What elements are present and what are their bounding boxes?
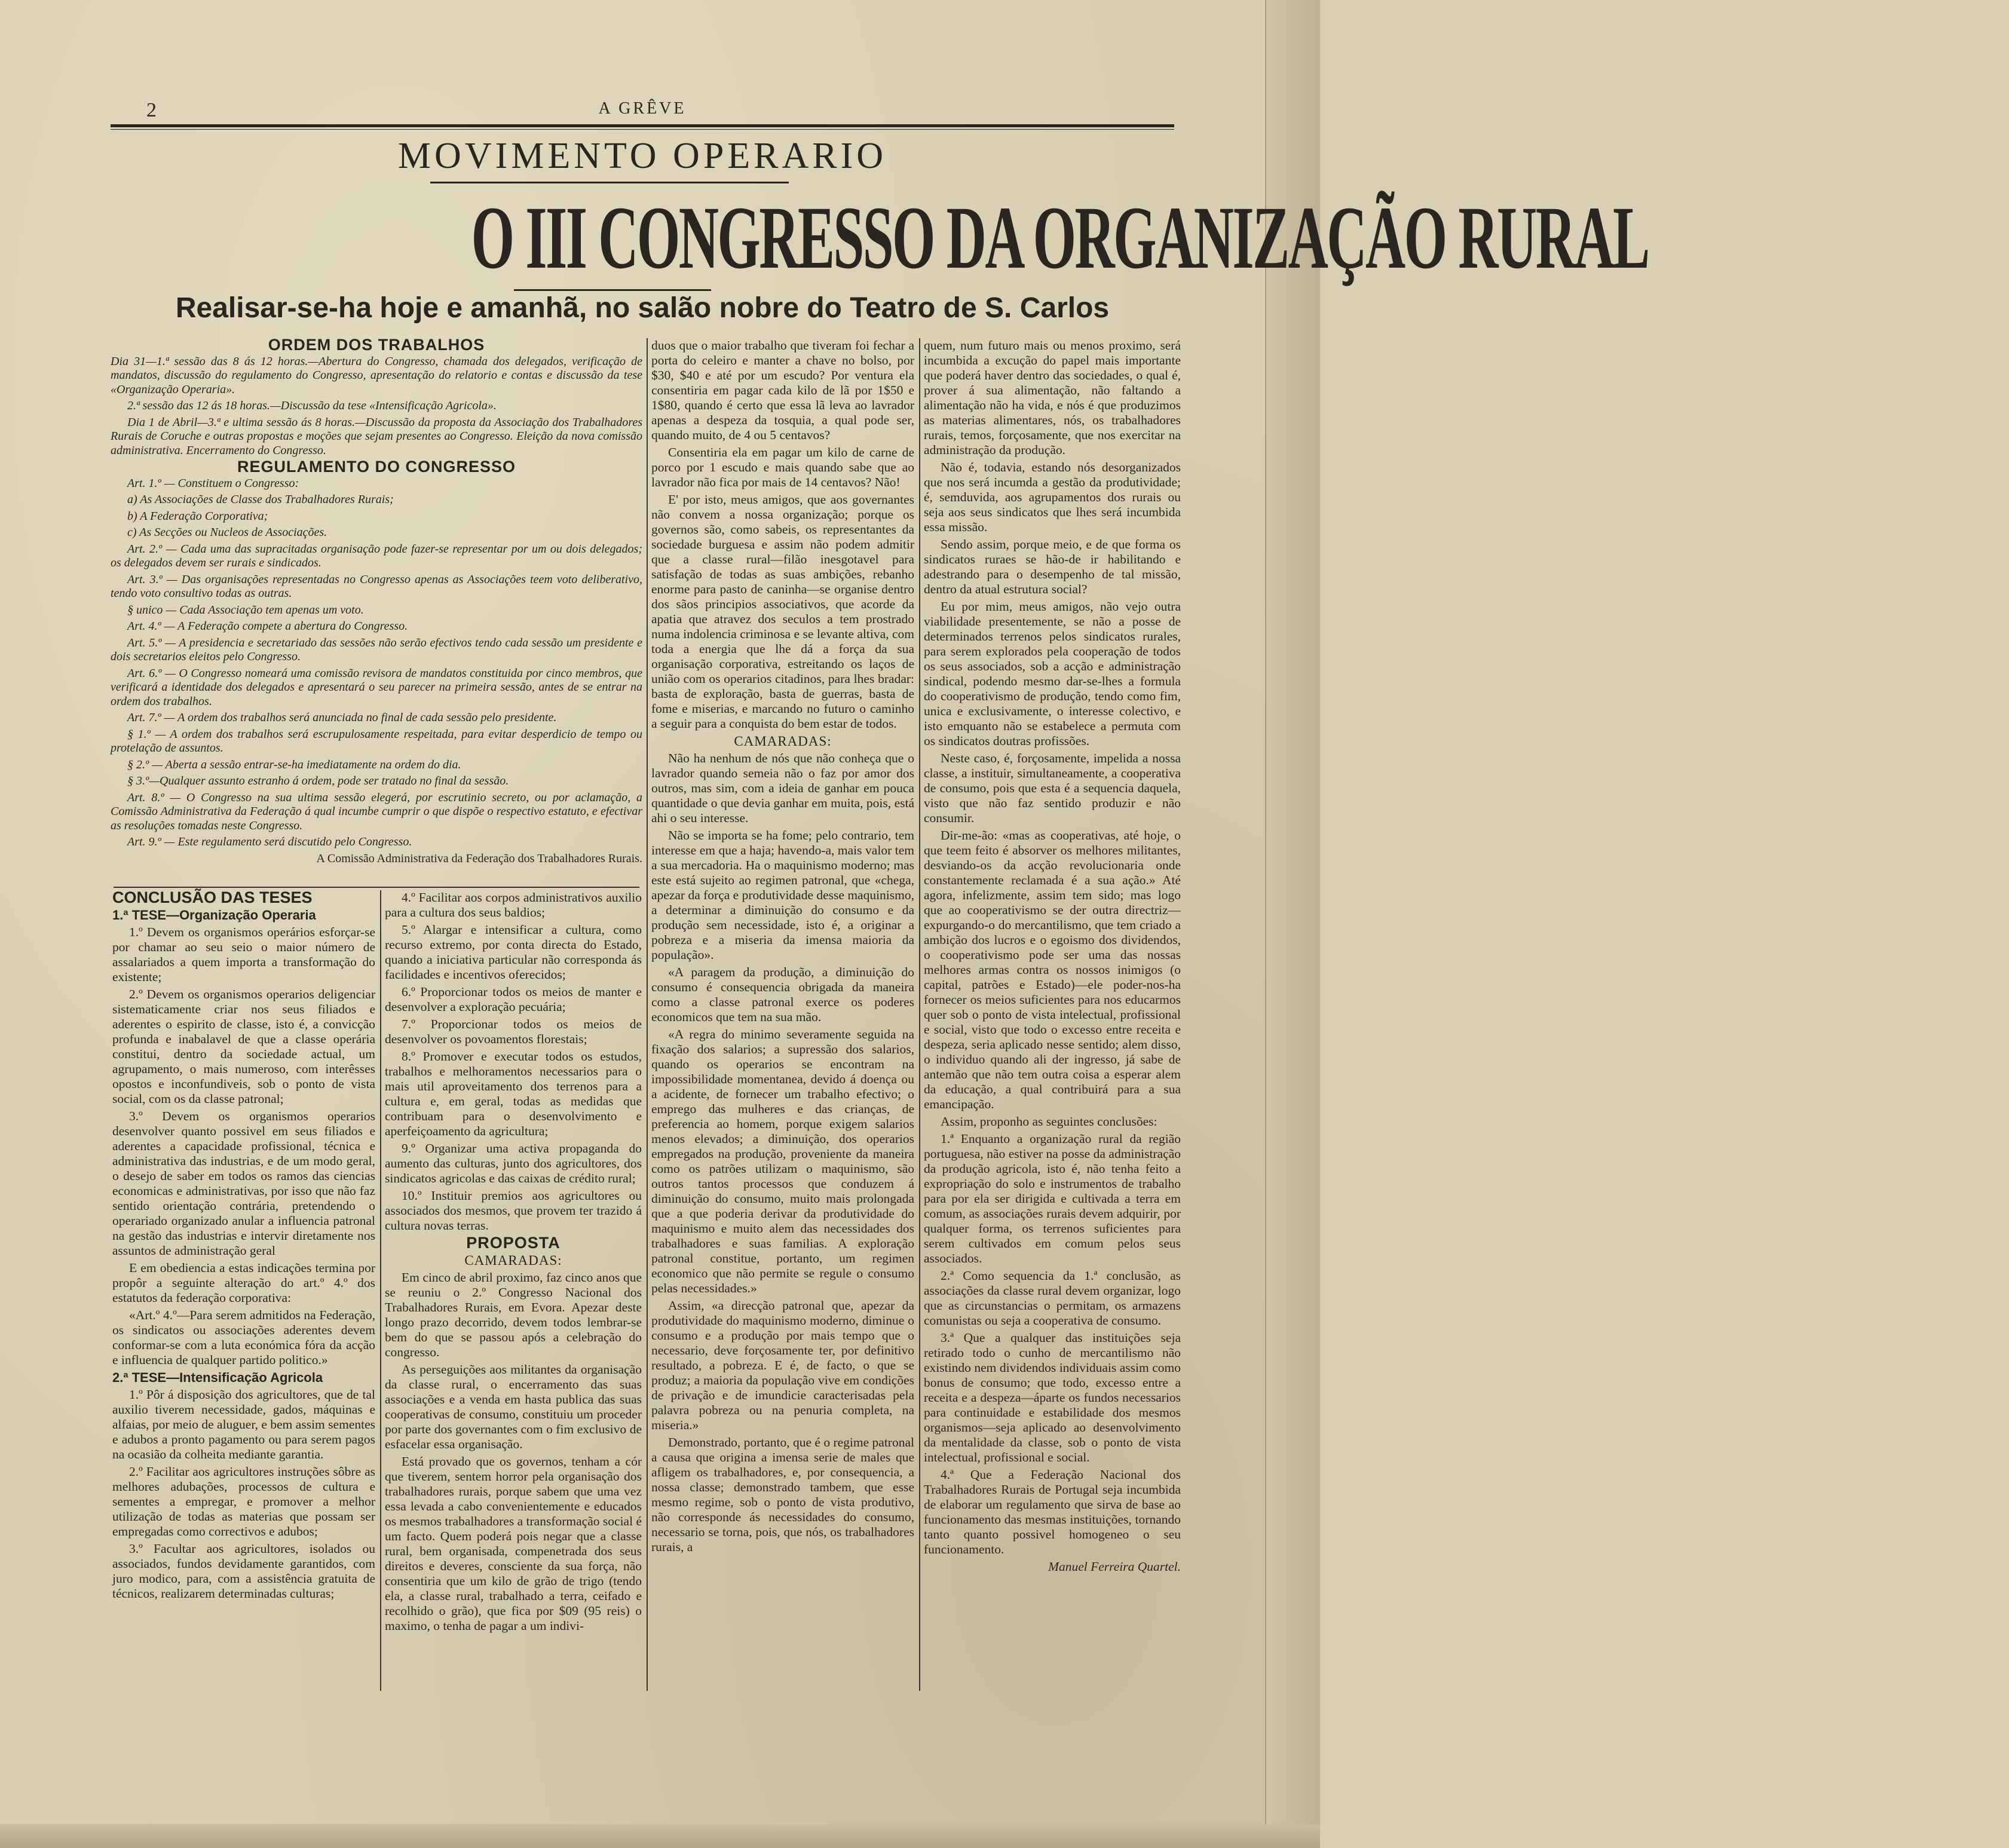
bottom-page-edge (0, 1824, 1320, 1848)
tese2-title: 2.ª TESE—Intensificação Agricola (112, 1370, 323, 1385)
regulamento-article: § 3.º—Qualquer assunto estranho á ordem, pode ser tratado no final da sessão. (127, 774, 509, 787)
body-paragraph: Consentiria ela em pagar um kilo de carne de porco por 1 escudo e mais quando sabe que ao lavrador não fica por mais de 14 centavos? Não! (651, 445, 914, 489)
tese1-paragraph: 3.º Devem os organismos operarios desenvolver quanto possivel em seus filiados e aderentes a capacidade profissional, técnica e administrativa das industrias, e de um modo geral, o desejo de saber em todos os ramos das ciencias economicas e administrativas, por isso que não faz sentido orientação contrária, pretendendo o operariado organizado anular a influencia patronal na gestão das industrias e intervir diretamente nos assuntos de administração geral (112, 1109, 375, 1258)
conclusao-column (112, 890, 375, 1691)
body-paragraph: «A regra do minimo severamente seguida na fixação dos salarios; a supressão dos salarios, quando os operarios se encontram na impossibilidade momentanea, devido á doença ou a acidente, de fornecer um trabalho efectivo; o emprego das mulheres e das crianças, de preferencia ao homem, porque exigem salarios menos elevados; a diminuição, dos operarios empregados na produção, proveniente da maneira como os patrões utilizam o maquinismo, são outros tantos processos que conduzem á diminuição do consumo, muito mais prolongada que a que poderia derivar da produtividade do maquinismo e muito alem das necessidades dos trabalhadores e suas familias. A exploração patronal constitue, portanto, um regimen economico que não permite se regule o consumo pelas necessidades.» (651, 1027, 914, 1295)
body-paragraph: Neste caso, é, forçosamente, impelida a nossa classe, a instituir, simultaneamente, a cooperativa de consumo, pois que esta é a sequencia daquela, visto que não faz sentido produzir e não consumir. (924, 751, 1181, 825)
tese2-paragraph: 3.º Facultar aos agricultores, isolados ou associados, fundos devidamente garantidos, com juro modico, para, com a assistência gratuita de técnicos, realizarem determinadas culturas; (112, 1541, 375, 1601)
body-paragraph: Demonstrado, portanto, que é o regime patronal a causa que origina a imensa serie de males que afligem os trabalhadores, e, por consequencia, a nossa classe; demonstrado tambem, que esse mesmo regime, sob o ponto de vista produtivo, não corresponde ás necessidades do consumo, necessario se torna, pois, que nós, os trabalhadores rurais, a (651, 1435, 914, 1554)
body-paragraph: «A paragem da produção, a diminuição do consumo é consequencia obrigada da maneira como a classe patronal exerce os poderes economicos que tem na sua mão. (651, 965, 914, 1024)
tese2-paragraph: 2.º Facilitar aos agricultores instruções sôbre as melhores adubações, processos de cultura e sementes a empregar, e promover a melhor utilização de todas as materias que possam ser empregadas como correctivos e adubos; (112, 1464, 375, 1539)
regulamento-article: Art. 5.º — A presidencia e secretariado das sessões não serão efectivos tendo cada sessão um presidente e dois secretarios eleitos pelo Congresso. (111, 636, 642, 663)
tese1-paragraph: E em obediencia a estas indicações termina por propôr a seguinte alteração do art.º 4.º dos estatutos da federação corporativa: (112, 1261, 375, 1305)
proposta-paragraph: Está provado que os governos, tenham a cór que tiverem, sentem horror pela organisação dos trabalhadores rurais, porque sabem que uma vez essa levada a cabo convenientemente e educados os mesmos trabalhadores a transformação social é um facto. Quem poderá pois negar que a classe rural, bem organisada, compenetrada dos seus direitos e deveres, consciente da sua força, não consentiria que um kilo de grão de trigo (tendo ela, a classe rural, trabalhado a terra, ceifado e recolhido o grão), que fica por $09 (95 reis) o maximo, o tenha de pagar a um indivi- (385, 1454, 642, 1633)
ordem-regulamento-block (111, 338, 642, 888)
body-paragraph: Não ha nenhum de nós que não conheça que o lavrador quando semeia não o faz por amor dos outros, mas sim, com a ideia de ganhar em pouca quantidade o que devia ganhar em muita, pois, está ahi o seu interesse. (651, 751, 914, 825)
regulamento-article: Art. 2.º — Cada uma das supracitadas organisação pode fazer-se representar por um ou dois delegados; os delegados devem ser rurais e sindicados. (111, 542, 642, 569)
regulamento-article: Art. 4.º — A Federação compete a abertura do Congresso. (127, 620, 408, 633)
regulamento-article: § unico — Cada Associação tem apenas um voto. (127, 603, 364, 617)
body-paragraph: Eu por mim, meus amigos, não vejo outra viabilidade presentemente, se não a posse de determinados terrenos pelos sindicatos rurales, para serem explorados pela cooperação de todos os seus associados, sob a acção e administração sindical, podendo mesmo dar-se-lhes a formula do cooperativismo de produção, tendo como fim, unica e exclusivamente, o interesse colectivo, e isto emquanto não se estabelece a permuta com os sindicatos doutras profissões. (924, 599, 1181, 748)
ordem-paragraph: Dia 1 de Abril—3.ª e ultima sessão ás 8 horas.—Discussão da proposta da Associação dos Trabalhadores Rurais de Coruche e outras propostas e moções que sejam presentes ao Congresso. Eleição da nova comissão administrativa. Encerramento do Congresso. (111, 415, 642, 457)
ordem-paragraph: 2.ª sessão das 12 ás 18 horas.—Discussão da tese «Intensificação Agricola». (127, 399, 497, 412)
ordem-paragraph: Dia 31—1.ª sessão das 8 ás 12 horas.—Abertura do Congresso, chamada dos delegados, verificação de mandatos, discussão do regulamento do Congresso, apresentação do relatorio e contas e discussão da tese «Organização Operaria». (111, 354, 642, 396)
headline (111, 188, 1649, 287)
regulamento-title: REGULAMENTO DO CONGRESSO (237, 458, 516, 476)
regulamento-article: § 1.º — A ordem dos trabalhos será escrupulosamente respeitada, para evitar desperdicio de tempo ou protelação de assuntos. (111, 727, 642, 755)
body-paragraph: Dir-me-ão: «mas as cooperativas, até hoje, o que teem feito é absorver os melhores militantes, desviando-os da acção revolucionaria onde constantemente reclamada é a sua ação.» Até agora, infelizmente, assim tem sido; mas logo que ao cooperativismo se der outra directriz—expurgando-o do mercantilismo, que tem criado a ambição dos lucros e o egoismo dos dividendos, o cooperativismo pode ser uma das nossas melhores armas contra os nossos inimigos (o capital, patrões e Estado)—ele poder-nos-ha fornecer os meios suficientes para nos educarmos quer sob o ponto de vista intelectual, profissional e social, visto que todo o excesso entre receita e despeza, seria aplicado nesse sentido; alem disso, o individuo quando ali der ingresso, já sabe de antemão que não tem outra coisa a esperar alem da educação, a qual contribuirá para a sua emancipação. (924, 828, 1181, 1111)
subheadline: Realisar-se-ha hoje e amanhã, no salão nobre do Teatro de S. Carlos (175, 292, 1110, 324)
regulamento-article: Art. 3.º — Das organisações representadas no Congresso apenas as Associações teem voto deliberativo, tendo voto consultivo todas as outras. (111, 572, 642, 600)
tese2-paragraph: 1.º Pôr á disposição dos agricultores, que de tal auxilio tiverem necessidade, gados, máquinas e alfaias, por meio de aluguer, e bem assim sementes e adubos a pronto pagamento ou para serem pagos na ocasião da colheita mediante garantia. (112, 1387, 375, 1461)
headline-text: O III CONGRESSO DA ORGANIZAÇÃO RURAL (471, 188, 1649, 287)
page-number: 2 (146, 99, 158, 121)
regulamento-article: Art. 6.º — O Congresso nomeará uma comissão revisora de mandatos constituida por cinco membros, que verificará a identidade dos delegados e apresentará o seu parecer na primeira sessão, antes de se entrar na ordem dos trabalhos. (111, 666, 642, 708)
kicker-rule (430, 182, 789, 183)
body-paragraph: Assim, «a direcção patronal que, apezar da produtividade do maquinismo moderno, diminue o consumo e a produção por mais tempo que o necessario, deve forçosamente ter, por definitivo resultado, a pobreza. E é, de facto, o que se produz; a maioria da população vive em condições de privação e de imundicie caracterisadas pela palavra pobreza ou na penuria completa, na miseria.» (651, 1298, 914, 1432)
column-divider (380, 890, 381, 1691)
tese1-paragraph: 2.º Devem os organismos operarios deligenciar sistematicamente criar nos seus filiados e aderentes o espirito de classe, isto é, a convicção profunda e inabalavel de que a classe operária constitui, dentro da sociedade actual, um agrupamento, o mais numeroso, com interêsses opostos e inconfundiveis, sob o ponto de vista social, com os da classe patronal; (112, 987, 375, 1106)
header-rule (111, 124, 1174, 130)
conclusion-item: 1.ª Enquanto a organização rural da região portuguesa, não estiver na posse da administração da produção agricola, isto é, não tenha feito a expropriação do solo e instrumentos de trabalho para por ela ser dirigida e cultivada a terra em comum, as associações rurais devem adquirir, por qualquer forma, os terrenos suficientes para serem cultivados em comum pelos seus associados. (924, 1132, 1181, 1265)
tese2-paragraph: 8.º Promover e executar todos os estudos, trabalhos e melhoramentos necessarios para o mais util aproveitamento dos terrenos para a cultura e, em geral, todas as medidas que contribuam para o desenvolvimento e aperfeiçoamento da agricultura; (385, 1049, 642, 1138)
tese2-paragraph: 10.º Instituir premios aos agricultores ou associados dos mesmos, que provem ter trazido á cultura novas terras. (385, 1188, 642, 1233)
regulamento-article: Art. 8.º — O Congresso na sua ultima sessão elegerá, por escrutinio secreto, ou por aclamação, a Comissão Administrativa da Federação á qual incumbe cumprir o que dispõe o respectivo estatuto, e efectivar as resoluções tomadas neste Congresso. (111, 790, 642, 832)
tese1-paragraph: 1.º Devem os organismos operários esforçar-se por chamar ao seu seio o maior número de assalariados a quem importa a transformação do existente; (112, 925, 375, 984)
proposta-paragraph: Em cinco de abril proximo, faz cinco anos que se reuniu o 2.º Congresso Nacional dos Trabalhadores Rurais, em Evora. Apezar deste longo prazo decorrido, devem todos lembrar-se bem do que se passou após a celebração do congresso. (385, 1270, 642, 1359)
tese2-paragraph: 7.º Proporcionar todos os meios de desenvolver os povoamentos florestais; (385, 1017, 642, 1046)
block-divider (114, 887, 639, 888)
article-column-4 (924, 338, 1181, 1691)
regulamento-article: § 2.º — Aberta a sessão entrar-se-ha imediatamente na ordem do dia. (127, 758, 461, 771)
regulamento-article: b) A Federação Corporativa; (127, 509, 268, 523)
proposta-column (385, 890, 642, 1691)
regulamento-article: c) As Secções ou Nucleos de Associações. (127, 526, 327, 539)
body-paragraph: E' por isto, meus amigos, que aos governantes não convem a nossa organização; porque os governos são, como sabeis, os representantes da sociedade burguesa e assim não podem admitir que a classe rural—filão inesgotavel para satisfação de todas as suas ambições, rebanho enorme para pasto de caninha—se organise dentro dos sãos principios associativos, que acorde da apatia que atravez dos seculos a tem prostrado numa indolencia criminosa e se levante altiva, com toda a energia que lhe dá a força da sua organisação corporativa, estreitando os laços de união com os operarios citadinos, para lhes bradar: basta de exploração, basta de guerras, basta de fome e miserias, e marcando no futuro o caminho a seguir para a conquista do bem estar de todos. (651, 492, 914, 731)
conclusion-item: 4.ª Que a Federação Nacional dos Trabalhadores Rurais de Portugal seja incumbida de elaborar um regulamento que sirva de base ao funcionamento das mesmas instituições, tornando tanto quanto possivel homogeneo o seu funcionamento. (924, 1467, 1181, 1556)
camaradas-heading: CAMARADAS: (464, 1253, 562, 1268)
body-paragraph: duos que o maior trabalho que tiveram foi fechar a porta do celeiro e manter a chave no bolso, por $30, $40 e até por um escudo? Por ventura ela consentiria em pagar cada kilo de lã por 1$50 e 1$80, quando é certo que essa lã leva ao lavrador apenas a despeza da tosquia, a qual pode ser, quando muito, de 4 ou 5 centavos? (651, 338, 914, 442)
body-paragraph: Não se importa se ha fome; pelo contrario, tem interesse em que a haja; havendo-a, mais valor tem a sua mercadoria. Ha o maquinismo moderno; mas este está sujeito ao regimen patronal, que «chega, apezar da força e produtividade desse maquinismo, a determinar a diminuição do consumo e da produção sem necessidade, isto é, a originar a pobreza e a miseria da imensa maioria da população». (651, 828, 914, 962)
body-paragraph: quem, num futuro mais ou menos proximo, será incumbida a excução do papel mais importante que poderá haver dentro das sociedades, o qual é, prover á sua alimentação, não faltando a alimentação não ha vida, e nós é que produzimos as materias alimentares, nós, os trabalhadores rurais, temos, forçosamente, que nos exercitar na administração da produção. (924, 338, 1181, 457)
column-divider (919, 338, 920, 1691)
proposta-paragraph: As perseguições aos militantes da organisação da classe rural, o encerramento das suas associações e a venda em hasta publica das suas cooperativas de consumo, constituiu um proceder por parte dos governantes com o fim exclusivo de esfacelar essa organisação. (385, 1362, 642, 1451)
tese2-paragraph: 4.º Facilitar aos corpos administrativos auxilio para a cultura dos seus baldios; (385, 890, 642, 920)
article-column-3 (651, 338, 914, 1691)
body-paragraph: Assim, proponho as seguintes conclusões: (941, 1114, 1157, 1129)
regulamento-article: Art. 1.º — Constituem o Congresso: (127, 476, 299, 490)
regulamento-article: Art. 7.º — A ordem dos trabalhos será anunciada no final de cada sessão pelo presidente. (127, 711, 557, 724)
conclusion-item: 3.ª Que a qualquer das instituições seja retirado todo o cunho de mercantilismo não existindo nem dividendos individuais assim como bonus de consumo; que todo, excesso entre a receita e a despeza—áparte os fundos necessarios para continuidade e estabilidade dos mesmos organismos—seja aplicado ao desenvolvimento da mentalidade da classe, sob o ponto de vista intelectual, profissional e social. (924, 1331, 1181, 1464)
headline-rule (514, 289, 711, 291)
regulamento-article: a) As Associações de Classe dos Trabalhadores Rurais; (127, 493, 394, 506)
tese2-paragraph: 6.º Proporcionar todos os meios de manter e desenvolver a exploração pecuária; (385, 985, 642, 1014)
conclusion-item: 2.ª Como sequencia da 1.ª conclusão, as associações da classe rural devem organizar, logo que as circunstancias o permitam, os armazens comunistas ou seja a cooperativa de consumo. (924, 1268, 1181, 1328)
tese1-paragraph: «Art.º 4.º—Para serem admitidos na Federação, os sindicatos ou associações aderentes devem conformar-se com a luta económica fóra da acção e influencia de qualquer partido politico.» (112, 1308, 375, 1367)
proposta-title: PROPOSTA (466, 1234, 561, 1252)
body-paragraph: Não é, todavia, estando nós desorganizados que nos será incumda a gestão da produtividade; é, semduvida, aos agrupamentos dos rurais ou seja aos seus sindicatos que lhes será incumbida essa missão. (924, 460, 1181, 534)
camaradas-heading: CAMARADAS: (734, 734, 832, 749)
author-signature: Manuel Ferreira Quartel. (1048, 1559, 1181, 1574)
column-divider (647, 338, 648, 1691)
section-kicker: MOVIMENTO OPERARIO (397, 136, 887, 176)
tese2-paragraph: 5.º Alargar e intensificar a cultura, como recurso extremo, por conta directa do Estado, quando a iniciativa particular não corresponda ás facilidades e incentivos oferecidos; (385, 923, 642, 982)
regulamento-signature: A Comissão Administrativa da Federação dos Trabalhadores Rurais. (316, 851, 642, 865)
conclusao-title: CONCLUSÃO DAS TESES (112, 888, 313, 906)
regulamento-article: Art. 9.º — Este regulamento será discutido pelo Congresso. (127, 835, 412, 848)
tese2-paragraph: 9.º Organizar uma activa propaganda do aumento das culturas, junto dos agricultores, dos sindicatos agricolas e das caixas de crédito rural; (385, 1141, 642, 1185)
body-paragraph: Sendo assim, porque meio, e de que forma os sindicatos ruraes se hão-de ir habilitando e adestrando para o desempenho de tal missão, dentro da atual estrutura social? (924, 537, 1181, 596)
ordem-title: ORDEM DOS TRABALHOS (268, 336, 485, 354)
tese1-title: 1.ª TESE—Organização Operaria (112, 908, 316, 923)
masthead: A GRÊVE (598, 99, 687, 118)
